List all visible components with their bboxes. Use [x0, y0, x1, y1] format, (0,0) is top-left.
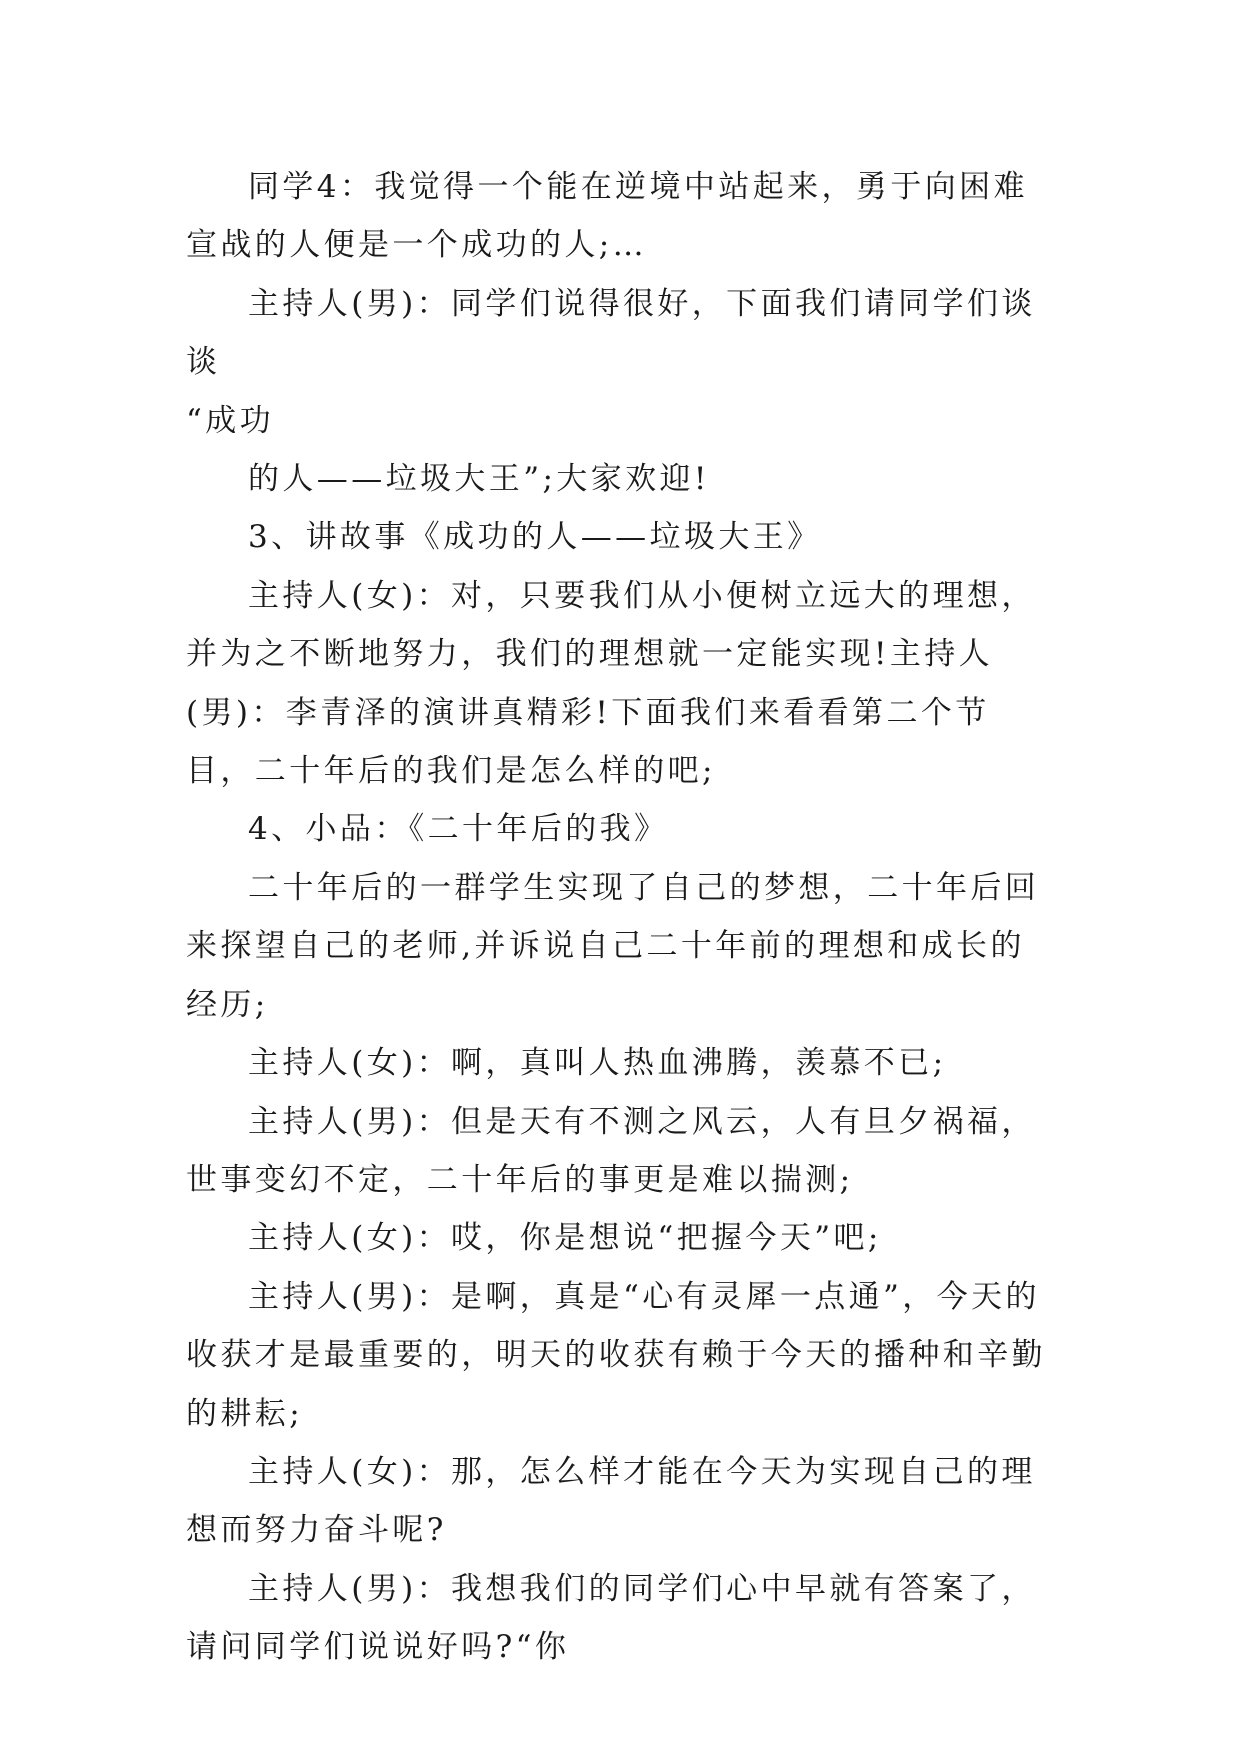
paragraph-quote-end: 的人——垃圾大王”;大家欢迎! [248, 461, 710, 498]
document-body [186, 158, 1056, 1677]
section-heading-story: 3、讲故事《成功的人——垃圾大王》 [248, 519, 822, 556]
paragraph-host-female-question: 主持人(女)：那，怎么样才能在今天为实现自己的理想而努力奋斗呢? [186, 1453, 1036, 1549]
paragraph-host-male-answer: 主持人(男)：我想我们的同学们心中早就有答案了，请问同学们说说好吗?“你 [186, 1570, 1036, 1666]
paragraph-sketch-description: 二十年后的一群学生实现了自己的梦想，二十年后回来探望自己的老师,并诉说自己二十年前的理想和成长的经历; [186, 869, 1040, 1023]
paragraph-host-female-excited: 主持人(女)：啊，真叫人热血沸腾，羡慕不已; [248, 1045, 947, 1082]
paragraph-host-female-ideal: 主持人(女)：对，只要我们从小便树立远大的理想，并为之不断地努力，我们的理想就一定能实现!主持人(男)：李青泽的演讲真精彩!下面我们来看看第二个节目，二十年后的我们是怎么样的吧; [186, 577, 1036, 790]
paragraph-host-male-uncertain: 主持人(男)：但是天有不测之风云，人有旦夕祸福，世事变幻不定，二十年后的事更是难以揣测; [186, 1103, 1036, 1198]
paragraph-quote-start: “成功 [186, 402, 275, 439]
section-heading-sketch: 4、小品：《二十年后的我》 [248, 811, 669, 848]
paragraph-host-female-today: 主持人(女)：哎，你是想说“把握今天”吧; [248, 1220, 882, 1257]
paragraph-classmate-4: 同学4：我觉得一个能在逆境中站起来，勇于向困难宣战的人便是一个成功的人;… [186, 169, 1028, 264]
paragraph-host-male-harvest: 主持人(男)：是啊，真是“心有灵犀一点通”，今天的收获才是最重要的，明天的收获有赖于今天的播种和辛勤的耕耘; [186, 1278, 1046, 1432]
paragraph-host-male-intro: 主持人(男)：同学们说得很好，下面我们请同学们谈谈 [186, 285, 1036, 381]
